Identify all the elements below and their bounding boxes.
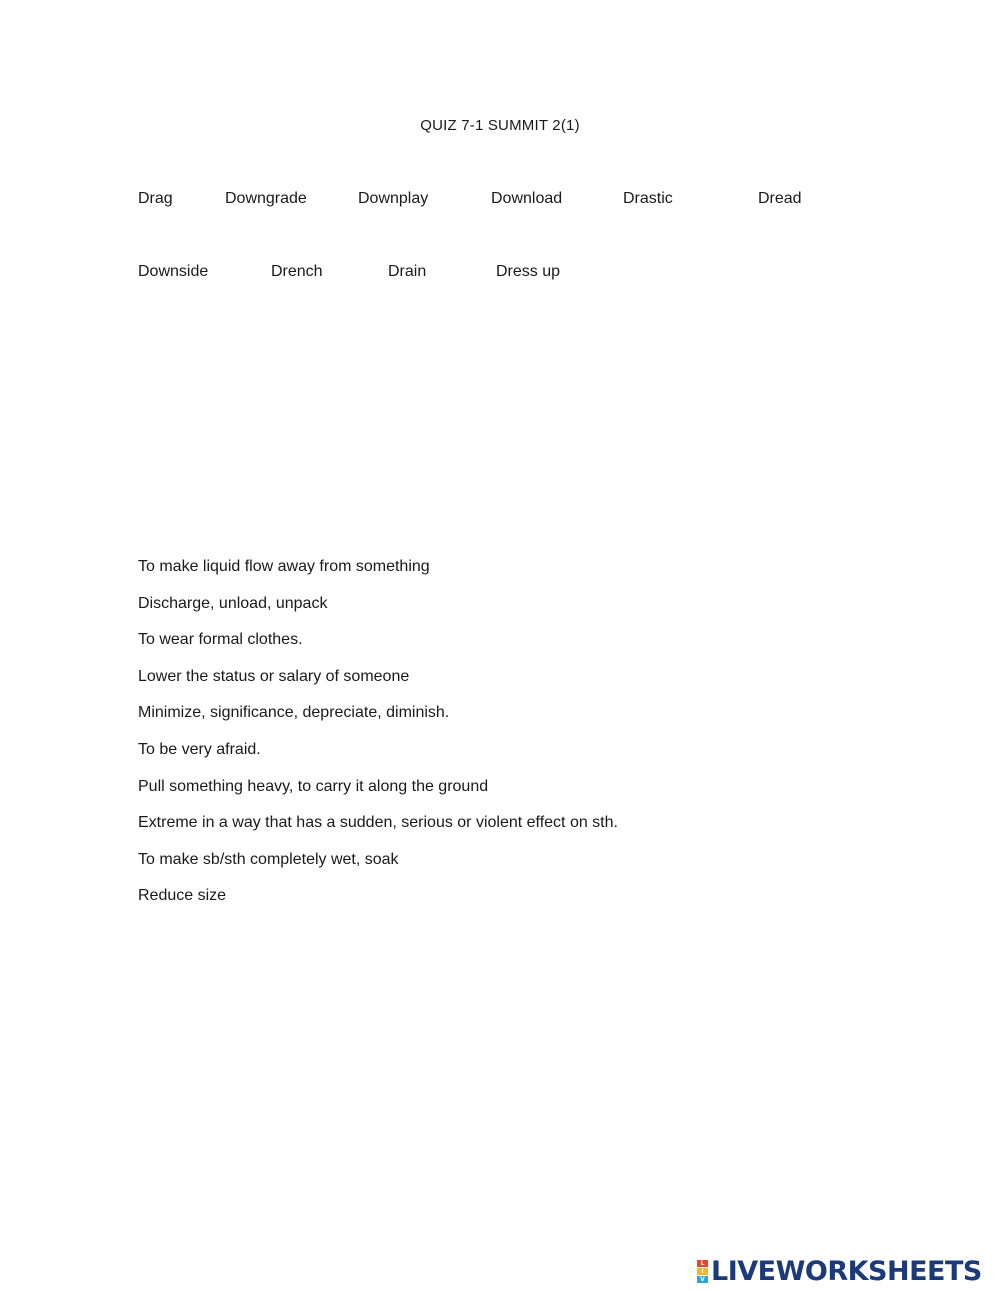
- definition-item: To be very afraid.: [138, 740, 261, 758]
- word-bank-item: Drag: [138, 190, 173, 207]
- word-bank-item: Download: [491, 190, 563, 207]
- word-bank-item: Dread: [758, 190, 802, 207]
- word-bank-item: Downplay: [358, 190, 429, 207]
- word-bank-item: Downside: [138, 263, 209, 280]
- liveworksheets-logo-icon: [697, 1260, 708, 1283]
- logo-text: LIVEWORKSHEETS: [711, 1255, 982, 1287]
- definition-item: To make liquid flow away from something: [138, 558, 430, 575]
- logo-square-l: L: [697, 1260, 708, 1267]
- liveworksheets-logo: [697, 1254, 982, 1288]
- word-bank-item: Downgrade: [225, 190, 307, 207]
- logo-square-i: I: [697, 1268, 708, 1275]
- word-bank-item: Drain: [388, 263, 427, 280]
- word-bank-item: Dress up: [496, 263, 561, 280]
- definition-item: Extreme in a way that has a sudden, serious or violent effect on sth.: [138, 814, 618, 832]
- word-bank-item: Drastic: [623, 190, 673, 207]
- definition-item: To wear formal clothes.: [138, 631, 303, 649]
- definition-item: Lower the status or salary of someone: [138, 667, 410, 685]
- definition-item: Discharge, unload, unpack: [138, 594, 328, 612]
- definitions-list: [138, 557, 618, 923]
- logo-square-v: V: [697, 1276, 708, 1283]
- definition-item: Reduce size: [138, 887, 227, 905]
- page-title: QUIZ 7-1 SUMMIT 2(1): [420, 117, 580, 134]
- definition-item: Minimize, significance, depreciate, diminish.: [138, 704, 450, 722]
- word-bank-item: Drench: [271, 263, 323, 280]
- definition-item: Pull something heavy, to carry it along the ground: [138, 777, 489, 795]
- definition-item: To make sb/sth completely wet, soak: [138, 850, 399, 868]
